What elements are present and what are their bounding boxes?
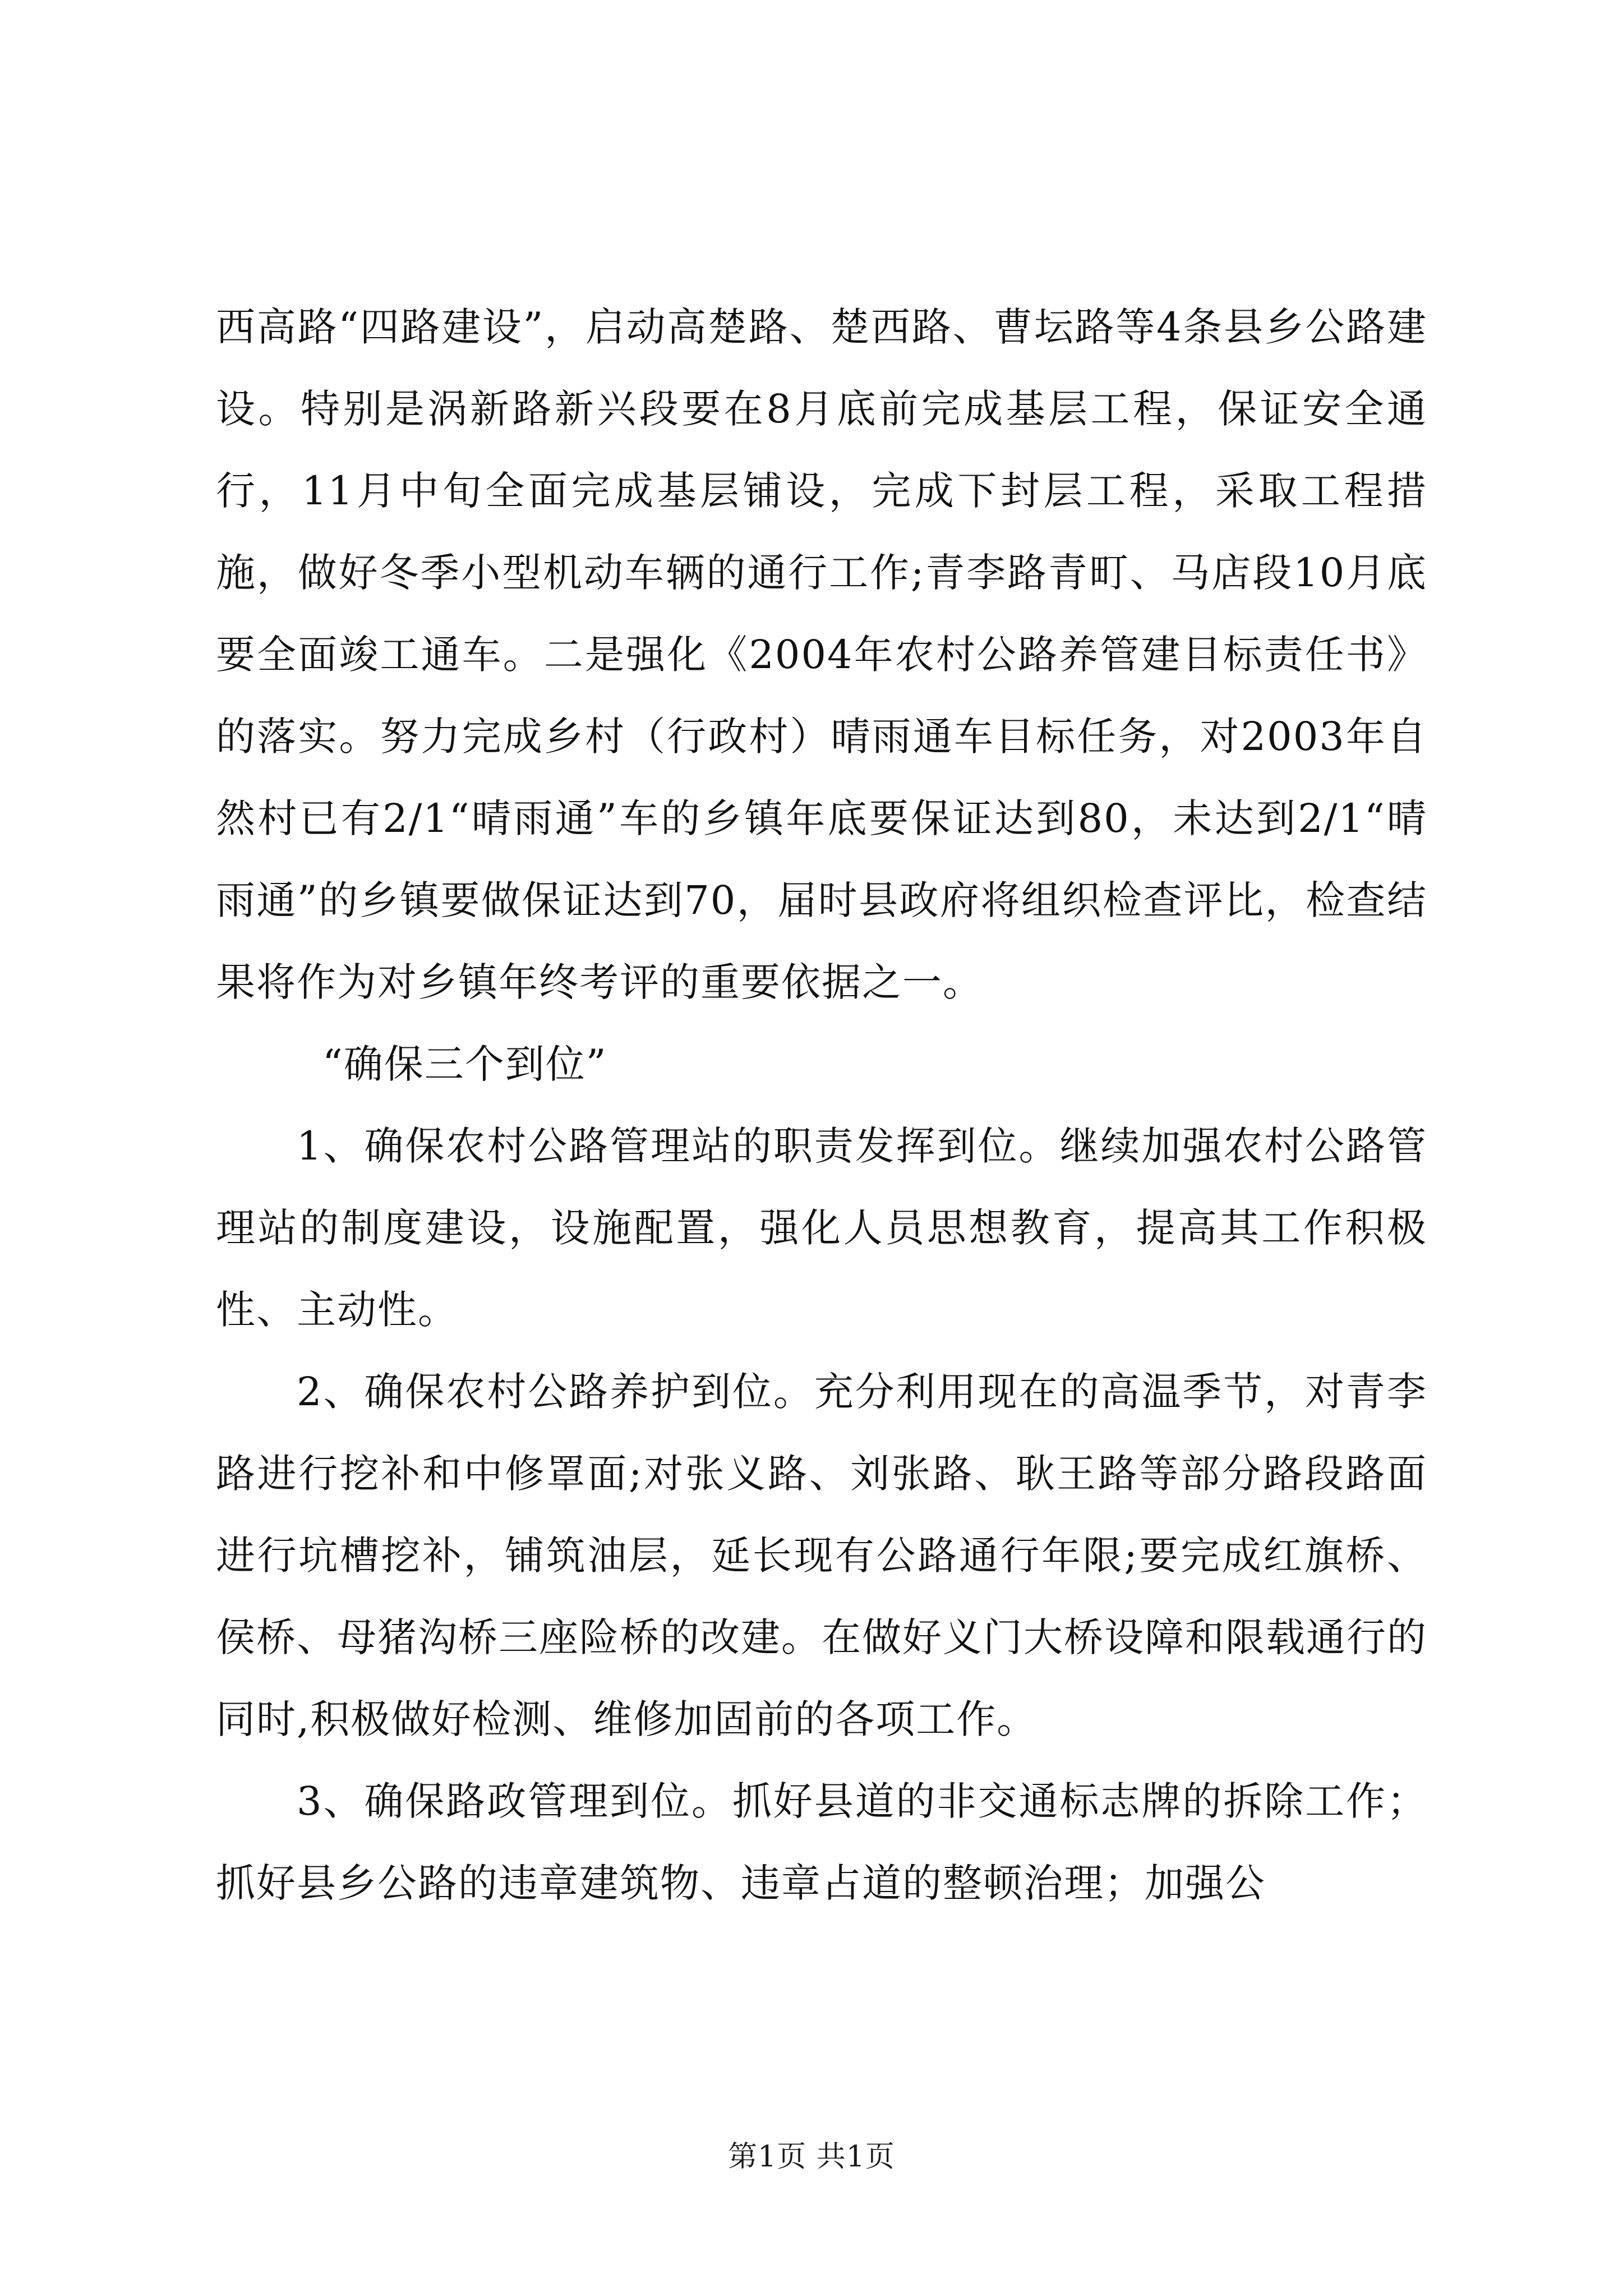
paragraph-item-3: 3、确保路政管理到位。抓好县道的非交通标志牌的拆除工作；抓好县乡公路的违章建筑物、违章占道的整顿治理；加强公 — [216, 1778, 1427, 1906]
paragraph-item-2: 2、确保农村公路养护到位。充分利用现在的高温季节，对青李路进行挖补和中修罩面;对张义路、刘张路、耿王路等部分路段路面进行坑槽挖补，铺筑油层，延长现有公路通行年限;要完成红旗桥、侯桥、母猪沟桥三座险桥的改建。在做好义门大桥设障和限载通行的同时,积极做好检测、维修加固前的各项工作。 — [216, 1369, 1427, 1742]
paragraph-continuation: 西高路“四路建设”，启动高楚路、楚西路、曹坛路等4条县乡公路建设。特别是涡新路新兴段要在8月底前完成基层工程，保证安全通行，11月中旬全面完成基层铺设，完成下封层工程，采取工程措施，做好冬季小型机动车辆的通行工作;青李路青町、马店段10月底要全面竣工通车。二是强化《2004年农村公路养管建目标责任书》的落实。努力完成乡村（行政村）晴雨通车目标任务，对2003年自然村已有2/1“晴雨通”车的乡镇年底要保证达到80，未达到2/1“晴雨通”的乡镇要做保证达到70，届时县政府将组织检查评比，检查结果将作为对乡镇年终考评的重要依据之一。 — [216, 304, 1427, 1005]
page-footer: 第1页 共1页 — [728, 2140, 895, 2174]
document-body — [216, 286, 1427, 1924]
paragraph-item-1: 1、确保农村公路管理站的职责发挥到位。继续加强农村公路管理站的制度建设，设施配置，强化人员思想教育，提高其工作积极性、主动性。 — [216, 1123, 1427, 1333]
section-heading: “确保三个到位” — [322, 1041, 607, 1087]
